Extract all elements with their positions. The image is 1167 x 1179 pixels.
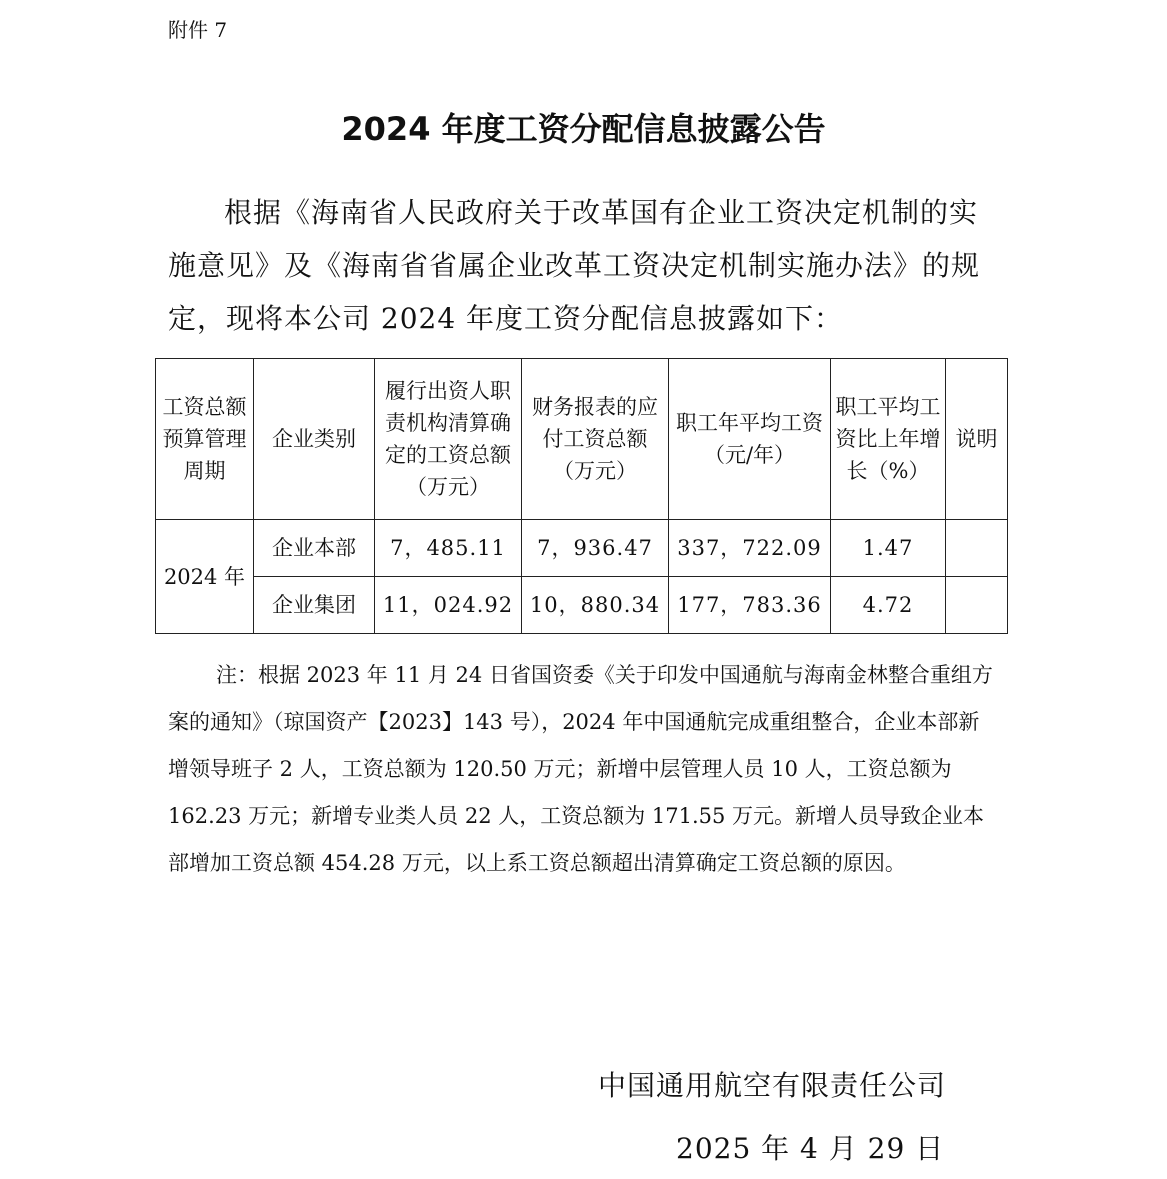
attachment-label: 附件 7 [168, 18, 228, 42]
note-paragraph: 注：根据 2023 年 11 月 24 日省国资委《关于印发中国通航与海南金林整合重组方案的通知》（琼国资产【2023】143 号），2024 年中国通航完成重组整合，企业本部新增领导班子 2 人，工资总额为 120.50 万元；新增中层管理人员 10 人，工资总额为 162.23 万元；新增专业类人员 22 人，工资总额为 171.55 万元。新增人员导致企业本部增加工资总额 454.28 万元，以上系工资总额超出清算确定工资总额的原因。 [168, 663, 993, 875]
remark-cell [946, 577, 1008, 634]
page-title: 2024 年度工资分配信息披露公告 [341, 110, 826, 148]
cleared-total-cell: 7，485.11 [375, 520, 522, 577]
payable-total-cell: 7，936.47 [522, 520, 669, 577]
category-cell: 企业本部 [254, 520, 375, 577]
header-average-wage: 职工年平均工资（元/年） [669, 359, 831, 520]
header-growth: 职工平均工资比上年增长（%） [831, 359, 946, 520]
signature-date: 2025 年 4 月 29 日 [676, 1132, 945, 1165]
table-row [156, 520, 1008, 577]
table-header-row [156, 359, 1008, 520]
header-category: 企业类别 [254, 359, 375, 520]
average-wage-cell: 337，722.09 [669, 520, 831, 577]
header-remark: 说明 [946, 359, 1008, 520]
remark-cell [946, 520, 1008, 577]
payable-total-cell: 10，880.34 [522, 577, 669, 634]
header-payable-total: 财务报表的应付工资总额（万元） [522, 359, 669, 520]
period-cell: 2024 年 [156, 520, 254, 634]
category-cell: 企业集团 [254, 577, 375, 634]
cleared-total-cell: 11，024.92 [375, 577, 522, 634]
growth-cell: 4.72 [831, 577, 946, 634]
intro-paragraph: 根据《海南省人民政府关于改革国有企业工资决定机制的实施意见》及《海南省省属企业改革工资决定机制实施办法》的规定，现将本公司 2024 年度工资分配信息披露如下： [168, 196, 981, 335]
table-row [156, 577, 1008, 634]
wage-table [155, 358, 1008, 634]
company-signature: 中国通用航空有限责任公司 [598, 1069, 947, 1102]
average-wage-cell: 177，783.36 [669, 577, 831, 634]
header-budget-period: 工资总额预算管理周期 [156, 359, 254, 520]
header-cleared-total: 履行出资人职责机构清算确定的工资总额（万元） [375, 359, 522, 520]
growth-cell: 1.47 [831, 520, 946, 577]
